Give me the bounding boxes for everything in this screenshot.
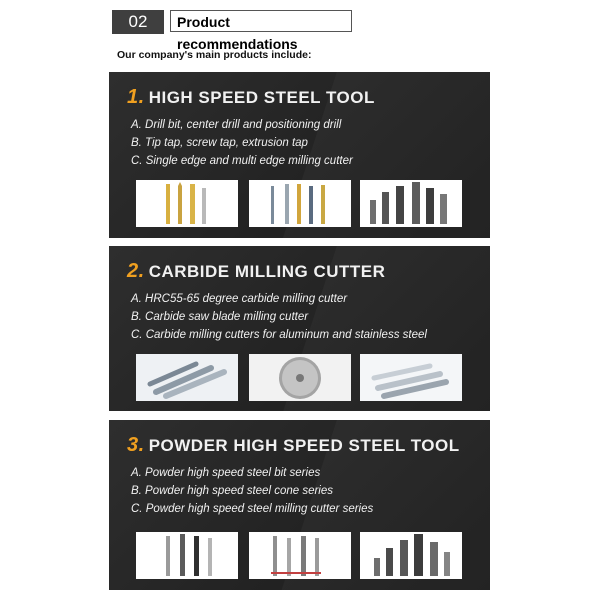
- product-panel-powder-hss: [109, 420, 490, 590]
- panel-item: A. HRC55-65 degree carbide milling cutter: [131, 293, 348, 305]
- panel-item-list: [131, 464, 373, 518]
- panel-title: [127, 86, 375, 109]
- panel-item: B. Carbide saw blade milling cutter: [131, 311, 309, 323]
- drill-bits-image: [136, 180, 238, 227]
- panel-number: 2.: [127, 260, 145, 282]
- carbide-cutters-image: [136, 354, 238, 401]
- panel-title-text: HIGH SPEED STEEL TOOL: [148, 88, 375, 107]
- panel-item-list: [131, 116, 353, 170]
- powder-cone-image: [249, 532, 351, 579]
- panel-title: [127, 434, 460, 457]
- panel-item: C. Powder high speed steel milling cutter series: [131, 503, 374, 515]
- product-panel-carbide-milling: [109, 246, 490, 411]
- panel-item-list: [131, 290, 427, 344]
- panel-number: 3.: [127, 434, 145, 456]
- panel-number: 1.: [127, 86, 145, 108]
- panel-title: [127, 260, 385, 283]
- panel-item: B. Powder high speed steel cone series: [131, 485, 334, 497]
- panel-item: C. Carbide milling cutters for aluminum and stainless steel: [131, 329, 427, 341]
- product-panel-high-speed-steel: [109, 72, 490, 238]
- panel-item: C. Single edge and multi edge milling cutter: [131, 155, 353, 167]
- powder-milling-image: [360, 532, 462, 579]
- panel-title-text: CARBIDE MILLING CUTTER: [148, 262, 386, 281]
- section-header: [112, 10, 350, 52]
- intro-text: Our company's main products include:: [117, 49, 312, 61]
- section-title: Product recommendations: [170, 10, 352, 32]
- section-number: 02: [112, 10, 164, 34]
- panel-title-text: POWDER HIGH SPEED STEEL TOOL: [148, 436, 460, 455]
- aluminum-cutters-image: [360, 354, 462, 401]
- taps-image: [249, 180, 351, 227]
- panel-item: A. Drill bit, center drill and positioning drill: [131, 119, 342, 131]
- milling-cutters-image: [360, 180, 462, 227]
- panel-item: A. Powder high speed steel bit series: [131, 467, 321, 479]
- panel-item: B. Tip tap, screw tap, extrusion tap: [131, 137, 308, 149]
- powder-bits-image: [136, 532, 238, 579]
- saw-blade-image: [249, 354, 351, 401]
